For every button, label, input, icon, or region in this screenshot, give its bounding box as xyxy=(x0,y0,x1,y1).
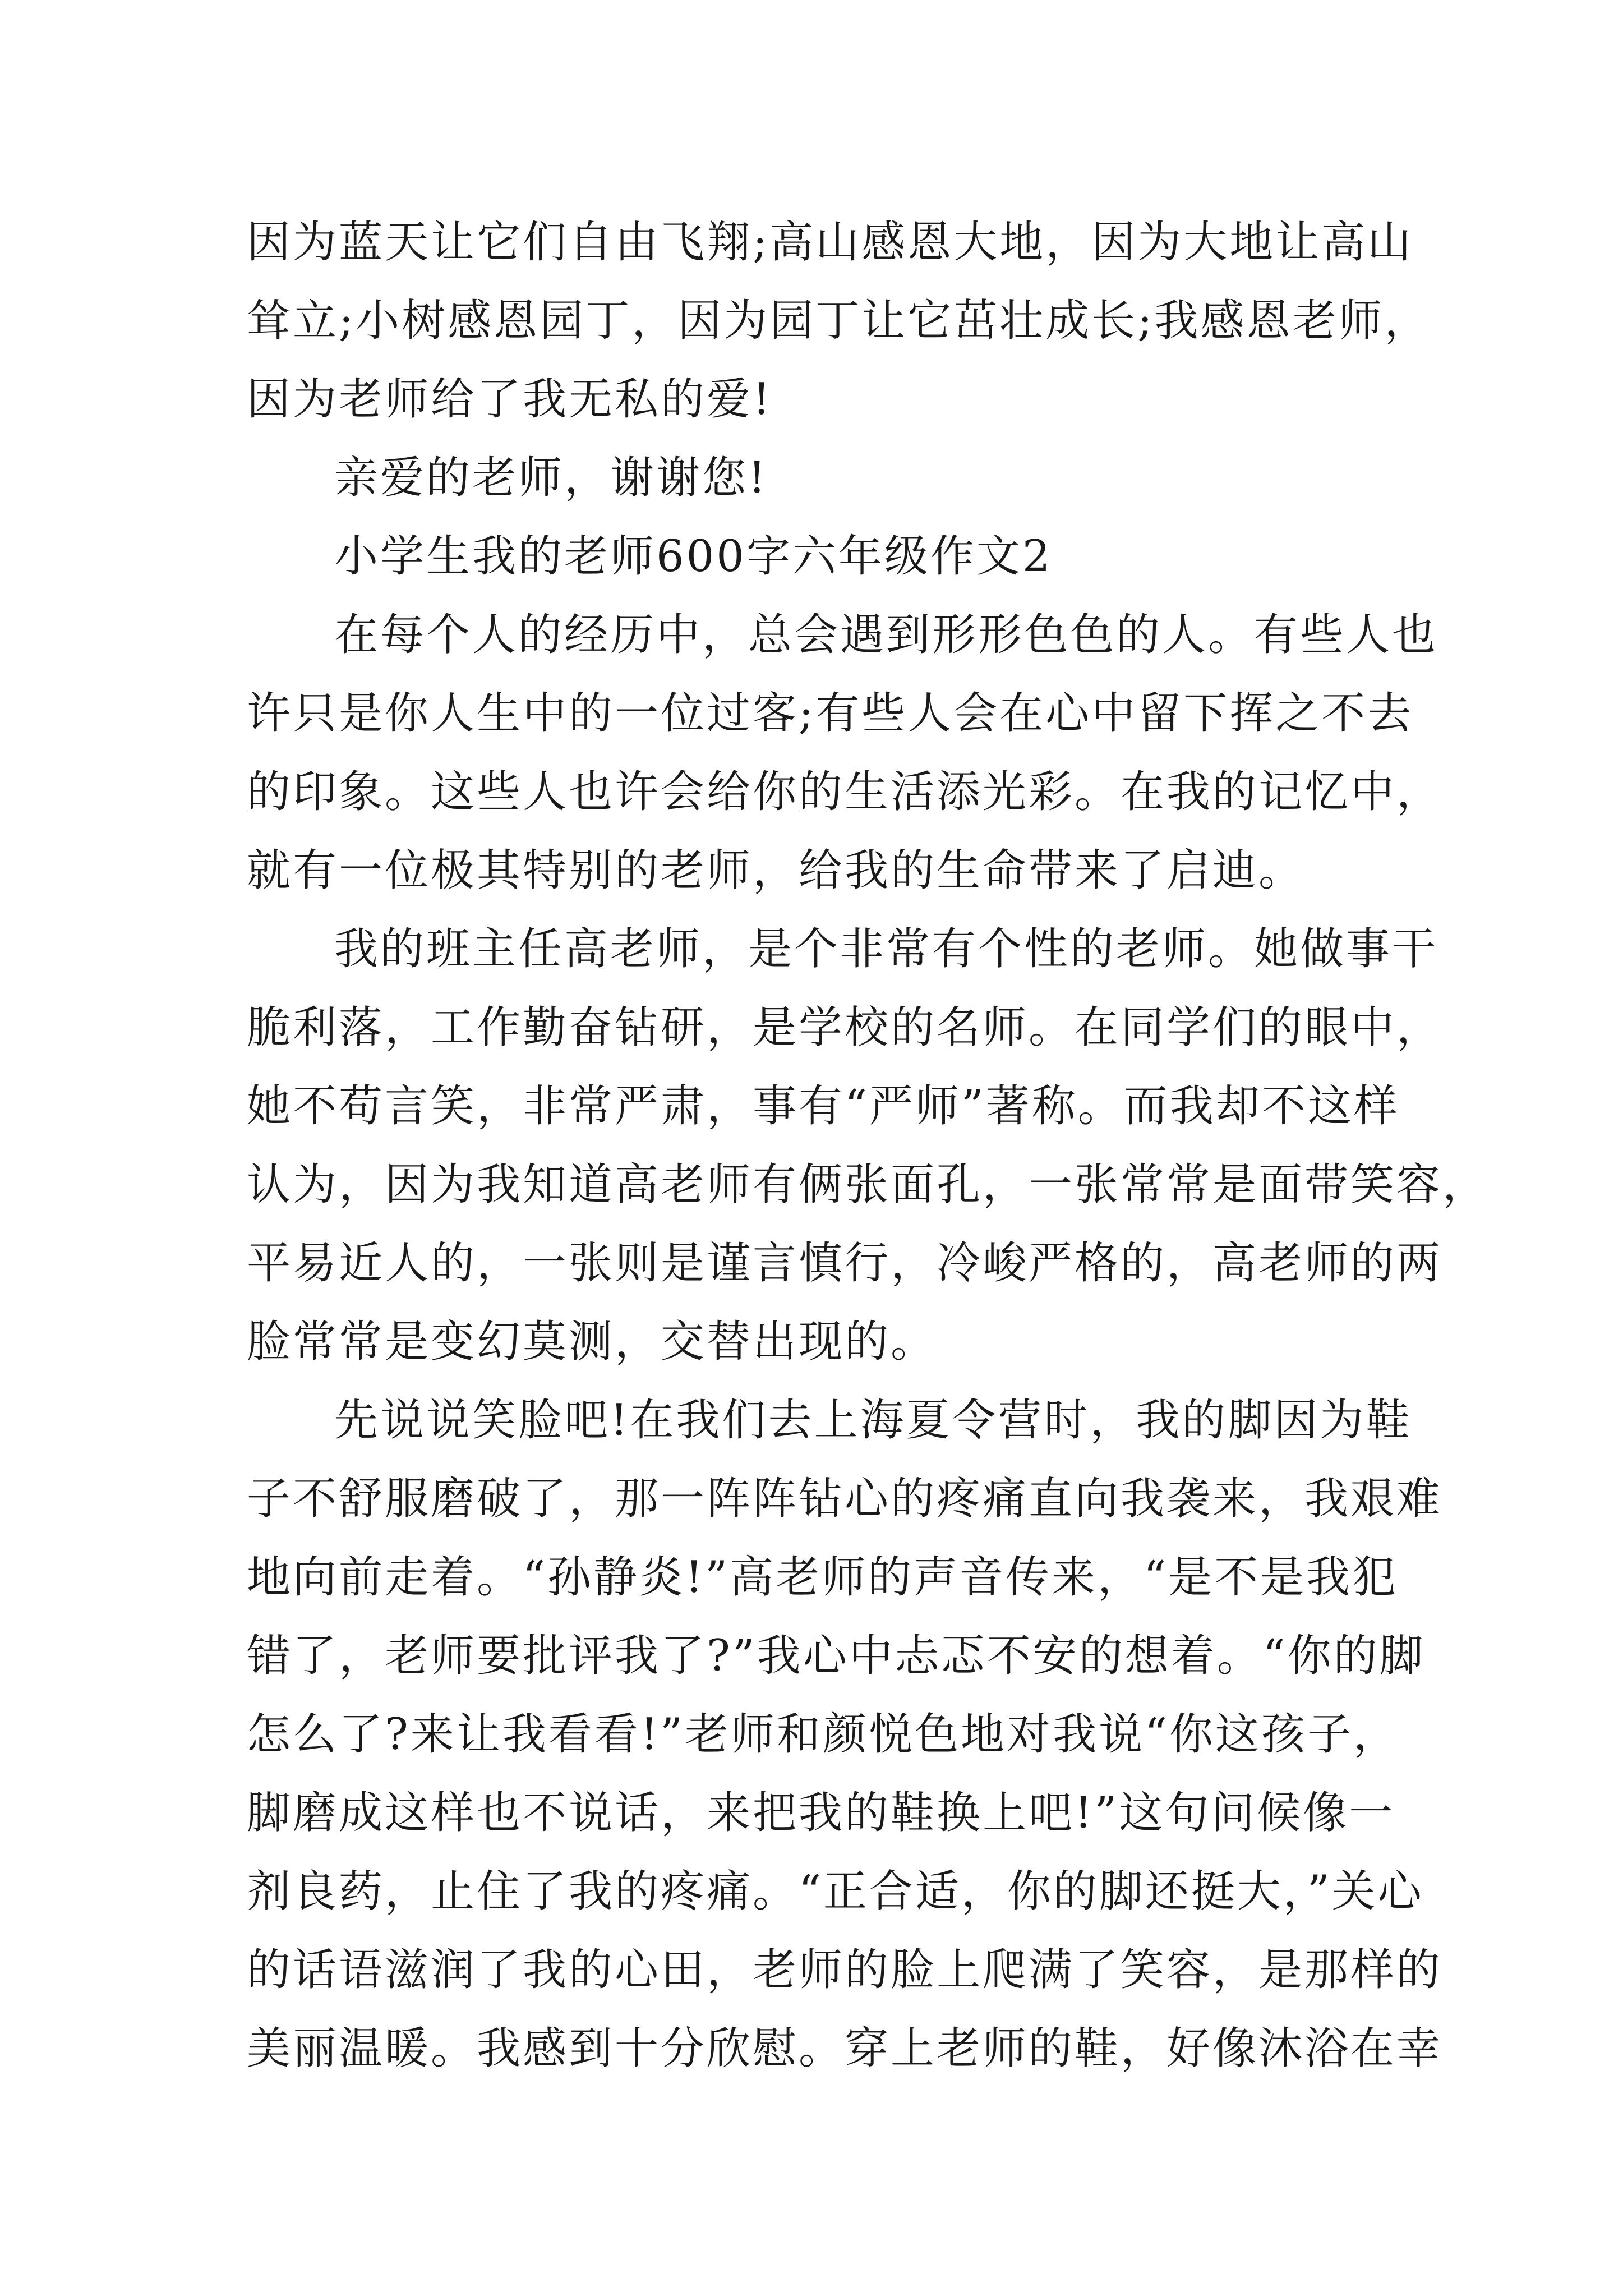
text-line: 我的班主任高老师，是个非常有个性的老师。她做事干 xyxy=(334,924,1438,974)
text-line: 在每个人的经历中，总会遇到形形色色的人。有些人也 xyxy=(334,610,1438,660)
text-line: 先说说笑脸吧!在我们去上海夏令营时，我的脚因为鞋 xyxy=(334,1395,1412,1446)
text-line: 地向前走着。“孙静炎!”高老师的声音传来，“是不是我犯 xyxy=(247,1552,1398,1603)
text-line: 因为蓝天让它们自由飞翔;高山感恩大地，因为大地让高山 xyxy=(247,217,1414,268)
document-body xyxy=(247,203,1489,2088)
text-line: 脚磨成这样也不说话，来把我的鞋换上吧!”这句问候像一 xyxy=(247,1788,1395,1838)
text-line: 错了，老师要批评我了?”我心中忐忑不安的想着。“你的脚 xyxy=(247,1631,1426,1681)
text-line: 美丽温暖。我感到十分欣慰。穿上老师的鞋，好像沐浴在幸 xyxy=(247,2023,1443,2074)
text-line: 认为，因为我知道高老师有俩张面孔，一张常常是面带笑容， xyxy=(247,1159,1489,1210)
text-line: 的话语滋润了我的心田，老师的脸上爬满了笑容，是那样的 xyxy=(247,1945,1443,1995)
text-line: 的印象。这些人也许会给你的生活添光彩。在我的记忆中， xyxy=(247,767,1443,817)
text-line: 子不舒服磨破了，那一阵阵钻心的疼痛直向我袭来，我艰难 xyxy=(247,1474,1443,1524)
text-line: 怎么了?来让我看看!”老师和颜悦色地对我说“你这孩子， xyxy=(247,1709,1399,1760)
text-line: 亲爱的老师，谢谢您! xyxy=(334,453,768,503)
text-line: 就有一位极其特别的老师，给我的生命带来了启迪。 xyxy=(247,845,1305,896)
text-line: 耸立;小树感恩园丁，因为园丁让它茁壮成长;我感恩老师， xyxy=(247,296,1431,346)
text-line: 脆利落，工作勤奋钻研，是学校的名师。在同学们的眼中， xyxy=(247,1002,1443,1053)
text-line: 许只是你人生中的一位过客;有些人会在心中留下挥之不去 xyxy=(247,688,1414,739)
text-line: 脸常常是变幻莫测，交替出现的。 xyxy=(247,1317,937,1367)
text-line: 因为老师给了我无私的爱! xyxy=(247,374,773,425)
text-line: 剂良药，止住了我的疼痛。“正合适，你的脚还挺大，”关心 xyxy=(247,1866,1424,1917)
text-line: 她不苟言笑，非常严肃，事有“严师”著称。而我却不这样 xyxy=(247,1081,1400,1131)
essay-subtitle: 小学生我的老师600字六年级作文2 xyxy=(334,531,1053,582)
text-line: 平易近人的，一张则是谨言慎行，冷峻严格的，高老师的两 xyxy=(247,1238,1443,1289)
